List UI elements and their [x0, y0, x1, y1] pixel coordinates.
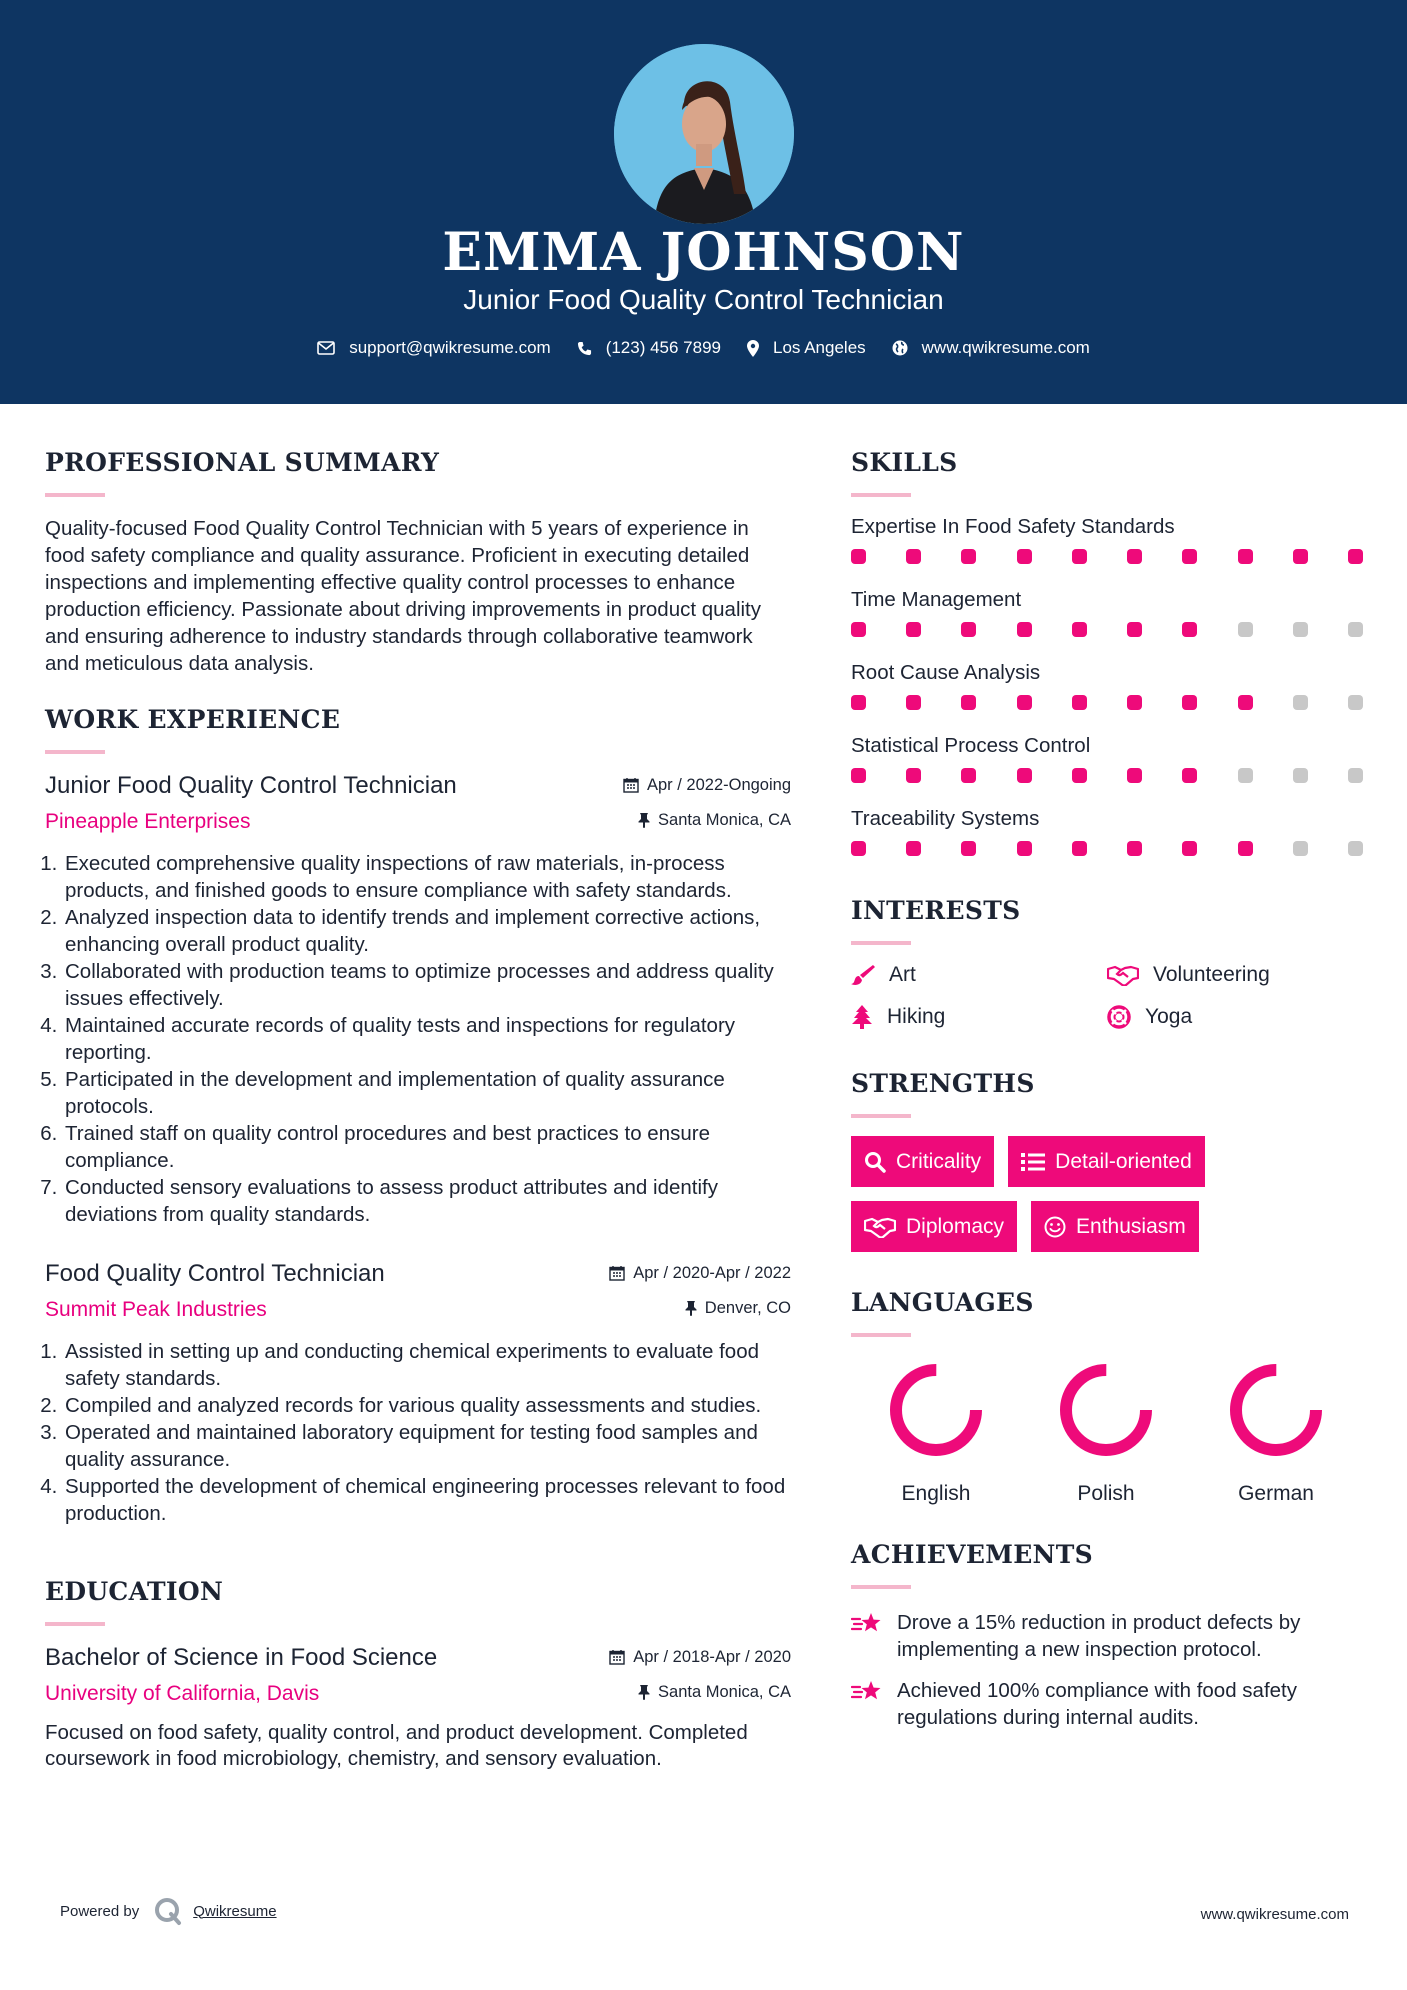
skill-item — [851, 661, 1371, 734]
summary-text: Quality-focused Food Quality Control Technician with 5 years of experience in food safety compliance and quality assurance. Proficient in executing detailed inspections and implementing effective quality control processes to enhance production efficiency. Passionate about driving improvements in product quality and ensuring adherence to industry standards through collaborative teamwork and meticulous data analysis. — [45, 517, 761, 675]
languages-heading: LANGUAGES — [851, 1288, 1034, 1317]
globe-icon — [892, 340, 908, 356]
job-dates: Apr / 2020-Apr / 2022 — [609, 1264, 791, 1283]
brand-link[interactable]: Qwikresume — [193, 1902, 277, 1920]
powered-by-label: Powered by — [60, 1902, 140, 1920]
email-text: support@qwikresume.com — [349, 338, 551, 357]
heading-underline — [851, 1114, 911, 1118]
qwikresume-logo-icon — [153, 1896, 183, 1926]
rating-dot-filled — [1017, 841, 1032, 856]
rating-dot-empty — [1238, 622, 1253, 637]
job-dates: Apr / 2022-Ongoing — [623, 776, 791, 795]
skill-rating — [851, 545, 1363, 588]
phone-icon — [577, 341, 592, 356]
rating-dot-filled — [1238, 695, 1253, 710]
rating-dot-empty — [1238, 768, 1253, 783]
list-item: 2. Compiled and analyzed records for various quality assessments and studies. — [63, 1392, 791, 1419]
skill-item — [851, 515, 1371, 588]
contact-website[interactable] — [892, 338, 1090, 358]
rating-dot-filled — [1127, 841, 1142, 856]
rating-dot-empty — [1348, 841, 1363, 856]
rating-dot-filled — [1182, 622, 1197, 637]
skills-list — [851, 515, 1371, 880]
rating-dot-filled — [851, 841, 866, 856]
languages-list — [851, 1355, 1371, 1506]
pushpin-icon — [638, 1684, 650, 1700]
list-item: 6. Trained staff on quality control procedures and best practices to ensure compliance. — [63, 1120, 791, 1174]
strength-tag: Detail-oriented — [1008, 1136, 1205, 1187]
rating-dot-filled — [1182, 841, 1197, 856]
rating-dot-filled — [1293, 549, 1308, 564]
heading-underline — [45, 493, 105, 497]
heading-underline — [851, 941, 911, 945]
skill-rating — [851, 837, 1363, 880]
rating-dot-filled — [961, 768, 976, 783]
rating-dot-filled — [906, 768, 921, 783]
calendar-icon — [609, 1649, 625, 1665]
achievements-section — [851, 1540, 1371, 1731]
summary-heading: PROFESSIONAL SUMMARY — [45, 448, 440, 477]
handshake-icon — [1107, 964, 1139, 986]
experience-heading: WORK EXPERIENCE — [45, 705, 341, 734]
education-section — [45, 1577, 791, 1772]
skill-label: Expertise In Food Safety Standards — [851, 515, 1175, 538]
interest-item: Hiking — [851, 1005, 1107, 1029]
rating-dot-filled — [1127, 768, 1142, 783]
phone-text: (123) 456 7899 — [605, 338, 722, 357]
rating-dot-empty — [1348, 622, 1363, 637]
rating-dot-filled — [1238, 841, 1253, 856]
job-entry — [45, 1260, 791, 1527]
rating-dot-filled — [1072, 622, 1087, 637]
language-item — [1021, 1355, 1191, 1506]
summary-section — [45, 448, 791, 677]
search-icon — [864, 1151, 886, 1173]
list-icon — [1021, 1152, 1045, 1172]
achievements-heading: ACHIEVEMENTS — [851, 1540, 1093, 1569]
rating-dot-filled — [1017, 622, 1032, 637]
person-portrait-icon — [614, 44, 794, 224]
rating-dot-filled — [906, 549, 921, 564]
strengths-list — [851, 1136, 1371, 1266]
rating-dot-filled — [1348, 549, 1363, 564]
contact-email[interactable] — [317, 338, 551, 358]
interests-section — [851, 896, 1371, 1029]
interest-item: Yoga — [1107, 1005, 1363, 1029]
achievement-item: Drove a 15% reduction in product defects by implementing a new inspection protocol. — [851, 1609, 1371, 1663]
job-location: Denver, CO — [685, 1299, 791, 1318]
list-item: 1. Executed comprehensive quality inspections of raw materials, in-process products, and finished goods to ensure compliance with safety standards. — [63, 850, 791, 904]
rating-dot-filled — [961, 549, 976, 564]
language-item — [1191, 1355, 1361, 1506]
rating-dot-filled — [1182, 695, 1197, 710]
heading-underline — [851, 1585, 911, 1589]
footer-website[interactable]: www.qwikresume.com — [1200, 1906, 1349, 1923]
shooting-star-icon — [851, 1679, 883, 1705]
heading-underline — [45, 750, 105, 754]
rating-dot-filled — [1238, 549, 1253, 564]
job-location: Santa Monica, CA — [638, 811, 791, 830]
rating-dot-filled — [1182, 768, 1197, 783]
degree-title: Bachelor of Science in Food Science — [45, 1644, 438, 1671]
smile-icon — [1044, 1216, 1066, 1238]
location-text: Los Angeles — [773, 338, 866, 357]
rating-dot-filled — [1072, 695, 1087, 710]
rating-dot-filled — [1127, 622, 1142, 637]
handshake-icon — [864, 1216, 896, 1238]
language-ring-polish — [1051, 1355, 1161, 1465]
heading-underline — [45, 1622, 105, 1626]
rating-dot-filled — [851, 695, 866, 710]
list-item: 3. Collaborated with production teams to optimize processes and address quality issues effectively. — [63, 958, 791, 1012]
skills-heading: SKILLS — [851, 448, 958, 477]
company-name: Summit Peak Industries — [45, 1298, 267, 1321]
experience-section — [45, 705, 791, 1527]
achievement-item: Achieved 100% compliance with food safety regulations during internal audits. — [851, 1677, 1371, 1731]
contact-bar — [0, 338, 1407, 358]
language-level-arc — [1066, 1370, 1146, 1450]
list-item: 3. Operated and maintained laboratory equipment for testing food samples and quality assurance. — [63, 1419, 791, 1473]
duty-list — [45, 1338, 791, 1527]
strengths-heading: STRENGTHS — [851, 1069, 1035, 1098]
skill-rating — [851, 691, 1363, 734]
rating-dot-filled — [851, 768, 866, 783]
languages-section — [851, 1288, 1371, 1506]
pushpin-icon — [638, 812, 650, 828]
rating-dot-empty — [1348, 768, 1363, 783]
rating-dot-filled — [1127, 695, 1142, 710]
interests-heading: INTERESTS — [851, 896, 1021, 925]
list-item: 1. Assisted in setting up and conducting chemical experiments to evaluate food safety standards. — [63, 1338, 791, 1392]
rating-dot-filled — [1127, 549, 1142, 564]
rating-dot-filled — [1017, 768, 1032, 783]
list-item: 4. Maintained accurate records of quality tests and inspections for regulatory reporting. — [63, 1012, 791, 1066]
skill-label: Traceability Systems — [851, 807, 1040, 830]
job-title: Food Quality Control Technician — [45, 1260, 385, 1287]
rating-dot-filled — [961, 695, 976, 710]
rating-dot-filled — [961, 841, 976, 856]
duty-list — [45, 850, 791, 1228]
rating-dot-empty — [1293, 841, 1308, 856]
job-title: Junior Food Quality Control Technician — [45, 772, 457, 799]
rating-dot-empty — [1293, 768, 1308, 783]
interests-list — [851, 963, 1371, 1029]
candidate-name: EMMA JOHNSON — [442, 222, 965, 283]
rating-dot-empty — [1348, 695, 1363, 710]
calendar-icon — [623, 777, 639, 793]
rating-dot-filled — [906, 695, 921, 710]
heading-underline — [851, 493, 911, 497]
skill-item — [851, 734, 1371, 807]
skill-label: Statistical Process Control — [851, 734, 1091, 757]
skills-section — [851, 448, 1371, 880]
rating-dot-empty — [1293, 622, 1308, 637]
skill-rating — [851, 618, 1363, 661]
strengths-section — [851, 1069, 1371, 1266]
strength-tag: Diplomacy — [851, 1201, 1017, 1252]
contact-location — [747, 338, 866, 358]
interest-item: Art — [851, 963, 1107, 987]
language-item — [851, 1355, 1021, 1506]
strength-tag: Enthusiasm — [1031, 1201, 1199, 1252]
rating-dot-filled — [1072, 768, 1087, 783]
interest-item: Volunteering — [1107, 963, 1363, 987]
company-name: Pineapple Enterprises — [45, 810, 251, 833]
rating-dot-filled — [906, 841, 921, 856]
language-label: German — [1238, 1482, 1314, 1505]
website-text: www.qwikresume.com — [921, 338, 1090, 357]
heading-underline — [851, 1333, 911, 1337]
paintbrush-icon — [851, 964, 875, 986]
powered-by — [60, 1896, 277, 1926]
tree-icon — [851, 1005, 873, 1029]
skill-item — [851, 807, 1371, 880]
envelope-icon — [317, 341, 335, 355]
skill-label: Time Management — [851, 588, 1022, 611]
list-item: 5. Participated in the development and implementation of quality assurance protocols. — [63, 1066, 791, 1120]
education-heading: EDUCATION — [45, 1577, 224, 1606]
skill-rating — [851, 764, 1363, 807]
main-column — [45, 448, 791, 1772]
pushpin-icon — [685, 1300, 697, 1316]
candidate-title: Junior Food Quality Control Technician — [463, 284, 944, 315]
map-marker-icon — [747, 340, 759, 357]
education-dates: Apr / 2018-Apr / 2020 — [609, 1648, 791, 1667]
rating-dot-filled — [851, 622, 866, 637]
rating-dot-filled — [1017, 695, 1032, 710]
rating-dot-empty — [1293, 695, 1308, 710]
lifering-icon — [1107, 1005, 1131, 1029]
list-item: 4. Supported the development of chemical engineering processes relevant to food production. — [63, 1473, 791, 1527]
rating-dot-filled — [1072, 549, 1087, 564]
language-label: English — [901, 1482, 971, 1505]
strength-tag: Criticality — [851, 1136, 994, 1187]
list-item: 2. Analyzed inspection data to identify trends and implement corrective actions, enhancing overall product quality. — [63, 904, 791, 958]
rating-dot-filled — [961, 622, 976, 637]
language-label: Polish — [1077, 1482, 1135, 1505]
profile-photo — [614, 44, 794, 224]
rating-dot-filled — [1072, 841, 1087, 856]
school-name: University of California, Davis — [45, 1682, 320, 1705]
skill-label: Root Cause Analysis — [851, 661, 1041, 684]
language-ring-german — [1221, 1355, 1331, 1465]
rating-dot-filled — [1017, 549, 1032, 564]
language-ring-english — [881, 1355, 991, 1465]
list-item: 7. Conducted sensory evaluations to assess product attributes and identify deviations from quality standards. — [63, 1174, 791, 1228]
side-column — [851, 448, 1371, 1745]
rating-dot-filled — [906, 622, 921, 637]
language-level-arc — [1236, 1370, 1316, 1450]
rating-dot-filled — [1182, 549, 1197, 564]
education-location: Santa Monica, CA — [638, 1683, 791, 1702]
contact-phone[interactable] — [577, 338, 721, 358]
education-description: Focused on food safety, quality control, and product development. Completed coursework in food microbiology, chemistry, and sensory evaluation. — [45, 1721, 748, 1770]
resume-header — [0, 0, 1407, 404]
skill-item — [851, 588, 1371, 661]
rating-dot-filled — [851, 549, 866, 564]
job-entry — [45, 772, 791, 1228]
calendar-icon — [609, 1265, 625, 1281]
language-level-arc — [896, 1370, 976, 1450]
shooting-star-icon — [851, 1611, 883, 1637]
